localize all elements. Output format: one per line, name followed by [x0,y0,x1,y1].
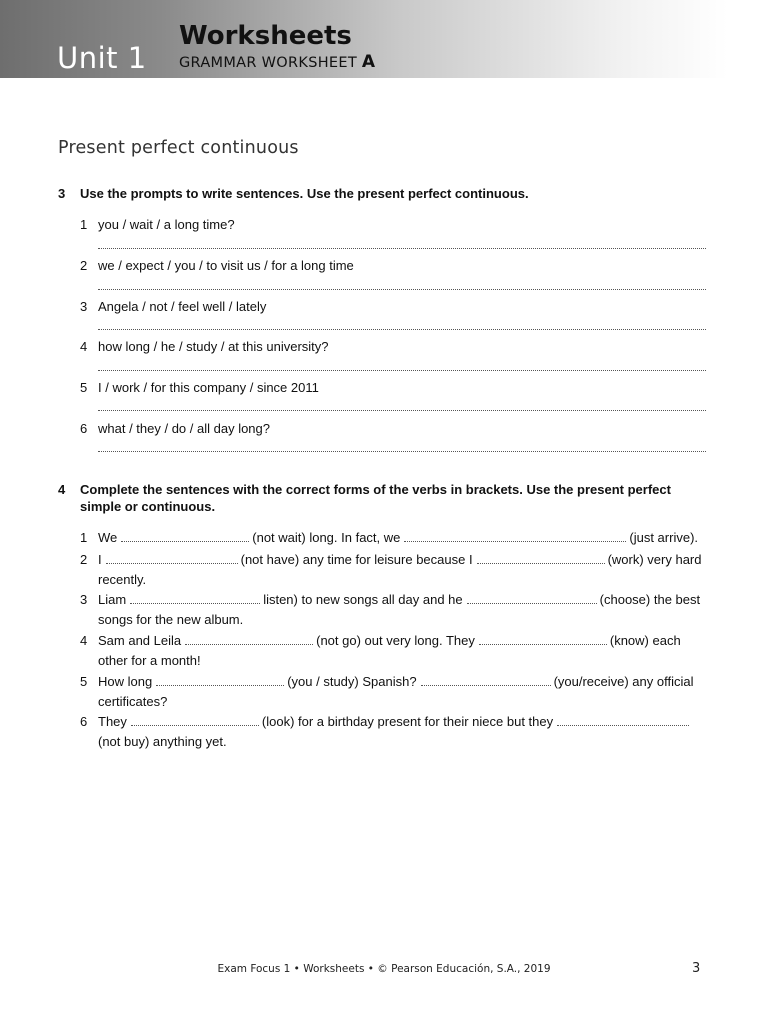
ex4-item-2-gap-2[interactable] [477,553,605,564]
ex4-item-6-gap-2[interactable] [557,715,689,726]
ex4-item-6-part-2: (look) for a birthday present for their niece but they [261,714,554,729]
ex4-item-4-gap-1[interactable] [185,634,313,645]
ex4-item-6-part-1: They [98,714,127,729]
ex4-item-1-number: 1 [80,530,88,545]
ex4-item-5-part-1: How long [98,674,153,689]
ex4-item-2-part-1: I [98,552,102,567]
ex3-item-4-answer-line[interactable] [98,370,706,371]
worksheet-letter: A [361,52,376,72]
ex4-item-5-gap-2[interactable] [421,675,551,686]
ex3-item-5-answer-line[interactable] [98,410,706,411]
exercise-3-number: 3 [58,186,66,201]
ex4-item-3-part-1: Liam [98,592,127,607]
footer-copyright: Exam Focus 1 • Worksheets • © Pearson Educación, S.A., 2019 [217,963,551,975]
ex4-item-2-sentence [98,550,710,589]
ex4-item-1-part-1: We [98,530,118,545]
worksheet-subtitle [179,52,375,73]
worksheet-subtitle-text: GRAMMAR WORKSHEET [179,55,357,71]
ex4-item-1-part-2: (not wait) long. In fact, we [252,530,401,545]
ex4-item-6-sentence [98,712,710,751]
ex4-item-1-gap-1[interactable] [121,531,249,542]
ex4-item-4-part-2: (not go) out very long. They [316,633,475,648]
ex3-item-1-answer-line[interactable] [98,248,706,249]
ex3-item-5-prompt: I / work / for this company / since 2011 [98,380,319,395]
exercise-4-number: 4 [58,482,66,497]
page-number: 3 [692,961,701,976]
exercise-4-instruction: Complete the sentences with the correct forms of the verbs in brackets. Use the present perfect simple or continuous. [80,482,671,514]
ex3-item-3-prompt: Angela / not / feel well / lately [98,299,267,314]
header-banner [0,0,728,78]
ex4-item-2-gap-1[interactable] [106,553,238,564]
ex4-item-2-part-2: (not have) any time for leisure because I [240,552,473,567]
ex4-item-1-sentence [98,528,710,548]
ex3-item-6-number: 6 [80,421,88,436]
ex4-item-3-part-2: listen) to new songs all day and he [263,592,463,607]
ex4-item-6-number: 6 [80,714,88,729]
ex4-item-4-sentence [98,631,710,670]
ex3-item-1-prompt: you / wait / a long time? [98,217,235,232]
ex4-item-1-gap-2[interactable] [404,531,626,542]
ex4-item-5-part-3: (you/receive) any official certificates? [98,674,694,709]
ex4-item-3-sentence [98,590,710,629]
ex4-item-4-part-1: Sam and Leila [98,633,182,648]
ex4-item-6-part-3: (not buy) anything yet. [98,733,227,749]
ex3-item-1-number: 1 [80,217,88,232]
ex3-item-4-prompt: how long / he / study / at this university? [98,339,329,354]
exercise-3-instruction: Use the prompts to write sentences. Use the present perfect continuous. [80,186,529,201]
ex4-item-4-part-3: (know) each other for a month! [98,633,681,668]
ex4-item-5-number: 5 [80,674,88,689]
ex4-item-3-number: 3 [80,592,88,607]
ex4-item-2-number: 2 [80,552,88,567]
ex3-item-4-number: 4 [80,339,88,354]
ex3-item-2-answer-line[interactable] [98,289,706,290]
ex3-item-2-number: 2 [80,258,88,273]
section-title: Present perfect continuous [58,138,299,158]
ex4-item-3-part-3: (choose) the best songs for the new album. [98,592,701,627]
ex3-item-3-number: 3 [80,299,88,314]
ex4-item-5-sentence [98,672,710,711]
ex4-item-5-part-2: (you / study) Spanish? [287,674,417,689]
ex4-item-1-part-3: (just arrive). [629,530,699,545]
ex4-item-3-gap-2[interactable] [467,593,597,604]
ex4-item-6-gap-1[interactable] [131,715,259,726]
ex4-item-2-part-3: (work) very hard recently. [98,552,702,587]
ex3-item-2-prompt: we / expect / you / to visit us / for a long time [98,258,354,273]
ex4-item-4-number: 4 [80,633,88,648]
ex3-item-3-answer-line[interactable] [98,329,706,330]
ex3-item-5-number: 5 [80,380,88,395]
unit-label: Unit 1 [57,41,147,75]
ex4-item-5-gap-1[interactable] [156,675,284,686]
worksheet-title: Worksheets [179,21,352,51]
ex4-item-4-gap-2[interactable] [479,634,607,645]
ex4-item-3-gap-1[interactable] [130,593,260,604]
ex3-item-6-answer-line[interactable] [98,451,706,452]
ex3-item-6-prompt: what / they / do / all day long? [98,421,270,436]
